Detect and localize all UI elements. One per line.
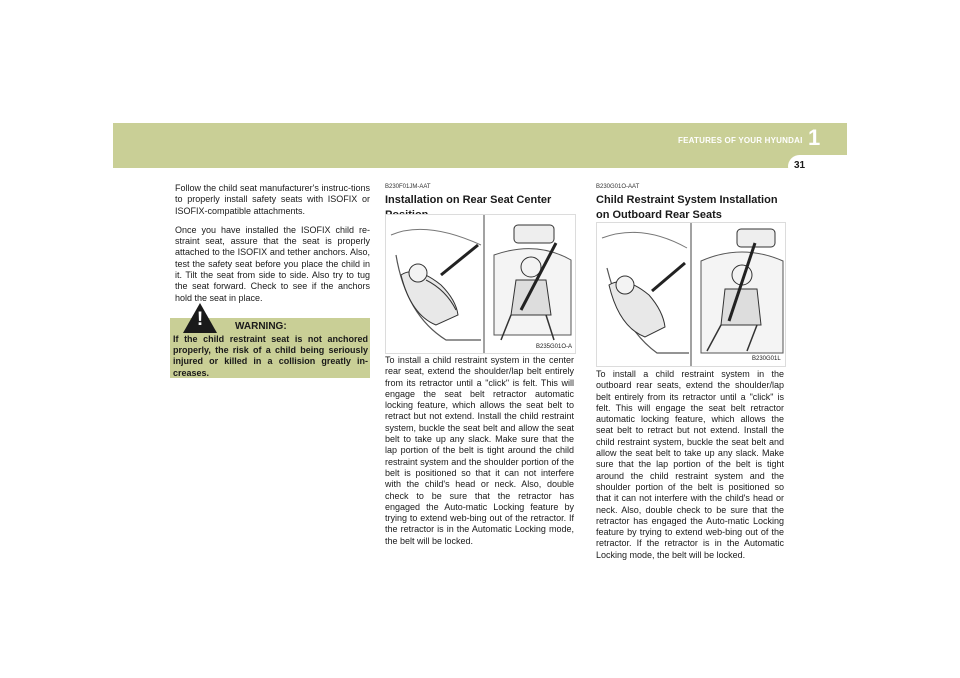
- figure-outboard-seat: [596, 222, 786, 367]
- paragraph: Follow the child seat manufacturer's instruc-tions to properly install safety seats with ISOFIX or ISOFIX-compatible attachments.: [175, 183, 370, 216]
- warning-exclamation-icon: !: [196, 309, 204, 330]
- chapter-title: FEATURES OF YOUR HYUNDAI: [678, 136, 803, 145]
- page-number: 31: [794, 160, 806, 171]
- left-column: [175, 183, 370, 312]
- figure-code: B235G01O-A: [536, 344, 573, 350]
- right-column-body: [596, 369, 784, 569]
- section-code: B230G01O-AAT: [596, 184, 640, 190]
- warning-text: If the child restraint seat is not anchored properly, the risk of a child being seriously injured or killed in a collision greatly in-creases.: [173, 334, 368, 378]
- paragraph: To install a child restraint system in the center rear seat, extend the shoulder/lap belt entirely from its retractor until a "click" is felt. This will engage the seat belt retractor automatic locking feature, which allows the seat belt to retract but not extend. Install the child restraint system, buckle the seat belt and allow the seat belt to take up any slack. Make sure that the lap portion of the belt is tight around the child restraint system and the shoulder portion of the belt is positioned so that it can not interfere with the child's head or neck. Also, double check to be sure that the retractor has engaged the Auto-matic Locking feature by trying to extend web-bing out of the retractor. If the retractor is in the Automatic Locking mode, the belt will be locked.: [385, 355, 574, 546]
- figure-code: B230G01L: [752, 356, 781, 362]
- figure-center-seat: [385, 214, 576, 354]
- section-code: B230F01JM-AAT: [385, 184, 431, 190]
- chapter-number: 1: [808, 125, 821, 150]
- paragraph: Once you have installed the ISOFIX child re-straint seat, assure that the seat is properly attached to the ISOFIX and tether anchors. Also, test the safety seat before you place the child in it. Tilt the seat from side to side. Also try to tug the seat forward. Check to see if the anchors hold the seat in place.: [175, 224, 370, 303]
- section-title: Child Restraint System Installation on Outboard Rear Seats: [596, 194, 778, 221]
- warning-title: WARNING:: [235, 321, 287, 332]
- paragraph: To install a child restraint system in the outboard rear seats, extend the shoulder/lap belt entirely from its retractor until a "click" is felt. This will engage the seat belt retractor automatic locking feature, which allows the seat belt to retract but not extend. Install the child restraint system, buckle the seat belt and allow the seat belt to take up any slack. Make sure that the lap portion of the belt is tight around the child restraint system and the shoulder portion of the belt is positioned so that it can not interfere with the child's head or neck. Also, double check to be sure that the retractor has engaged the Auto-matic Locking feature by trying to extend web-bing out of the retractor. If the retractor is in the Automatic Locking mode, the belt will be locked.: [596, 369, 784, 560]
- section-title: Installation on Rear Seat Center: [385, 194, 552, 206]
- child-seat-outboard-illustration: [597, 223, 785, 366]
- middle-column-body: [385, 355, 574, 555]
- child-seat-illustration: [386, 215, 575, 353]
- header-band: [113, 123, 847, 168]
